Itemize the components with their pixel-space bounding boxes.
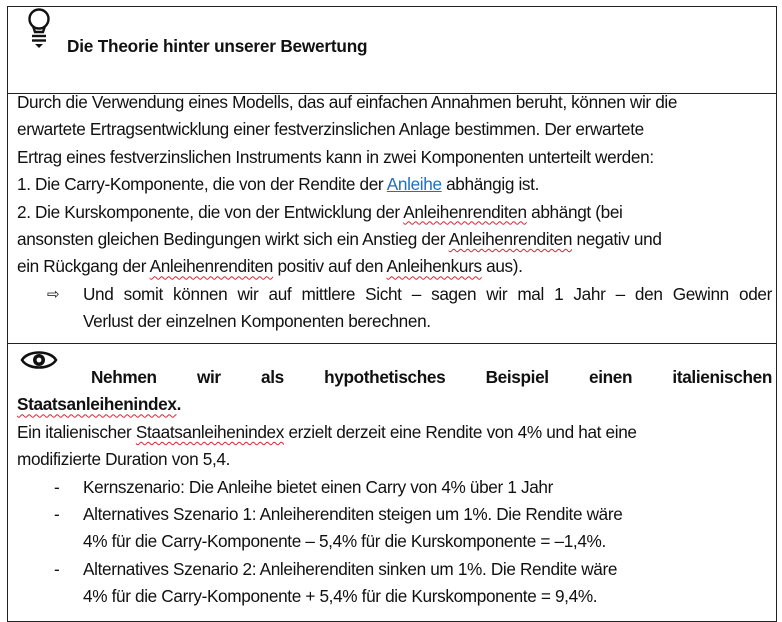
lightbulb-icon xyxy=(26,8,52,50)
spellcheck-word: Anleihenrenditen xyxy=(149,256,274,277)
intro-line: Ein italienischer Staatsanleihenindex erzielt derzeit eine Rendite von 4% und hat eine xyxy=(17,421,637,442)
spellcheck-word: Anleihenrenditen xyxy=(403,201,527,222)
scenario-item: - Alternatives Szenario 1: Anleiherenditen steigen um 1%. Die Rendite wäre 4% für die Carry-Komponente – 5,4% für die Kurskomponente = –1,4%. xyxy=(17,501,772,556)
bullet-dash: - xyxy=(54,504,60,525)
paragraph-line: erwartete Ertragsentwicklung einer festverzinslichen Anlage bestimmen. Der erwartete xyxy=(17,119,644,140)
carry-item: 1. Die Carry-Komponente, die von der Rendite der Anleihe abhängig ist. xyxy=(17,174,540,195)
theory-text xyxy=(17,89,772,336)
example-text xyxy=(17,364,772,611)
price-item-cont: ansonsten gleichen Bedingungen wirkt sich ein Anstieg der Anleihenrenditen negativ und xyxy=(17,229,662,250)
intro-line: modifizierte Duration von 5,4. xyxy=(17,449,231,470)
paragraph-line: Ertrag eines festverzinslichen Instruments kann in zwei Komponenten unterteilt werden: xyxy=(17,146,654,167)
conclusion-item: ⇨ Und somit können wir auf mittlere Sicht – sagen wir mal 1 Jahr – den Gewinn oder Verlust der einzelnen Komponenten berechnen. xyxy=(17,281,772,336)
price-item-cont: ein Rückgang der Anleihenrenditen positiv auf den Anleihenkurs aus). xyxy=(17,256,523,277)
scenario-item: - Kernszenario: Die Anleihe bietet einen Carry von 4% über 1 Jahr xyxy=(17,474,772,501)
spellcheck-word: Anleihenkurs xyxy=(386,256,482,277)
scenario-item: - Alternatives Szenario 2: Anleiherenditen sinken um 1%. Die Rendite wäre 4% für die Carry-Komponente + 5,4% für die Kurskomponente = 9,4%. xyxy=(17,556,772,611)
bullet-dash: - xyxy=(54,476,60,497)
spellcheck-word: Anleihenrenditen xyxy=(448,229,573,250)
example-heading-line2: Staatsanleihenindex. xyxy=(17,394,181,415)
spellcheck-word: Staatsanleihenindex xyxy=(135,421,285,442)
section-title: Die Theorie hinter unserer Bewertung xyxy=(67,36,368,56)
bullet-dash: - xyxy=(54,558,60,579)
price-item: 2. Die Kurskomponente, die von der Entwicklung der Anleihenrenditen abhängt (bei xyxy=(17,201,623,222)
example-heading: Nehmen wir als hypothetisches Beispiel einen italienischen xyxy=(91,367,772,387)
anleihe-link[interactable]: Anleihe xyxy=(386,174,442,195)
arrow-right-icon: ⇨ xyxy=(47,285,60,303)
paragraph-line: Durch die Verwendung eines Modells, das auf einfachen Annahmen beruht, können wir die xyxy=(17,92,678,112)
